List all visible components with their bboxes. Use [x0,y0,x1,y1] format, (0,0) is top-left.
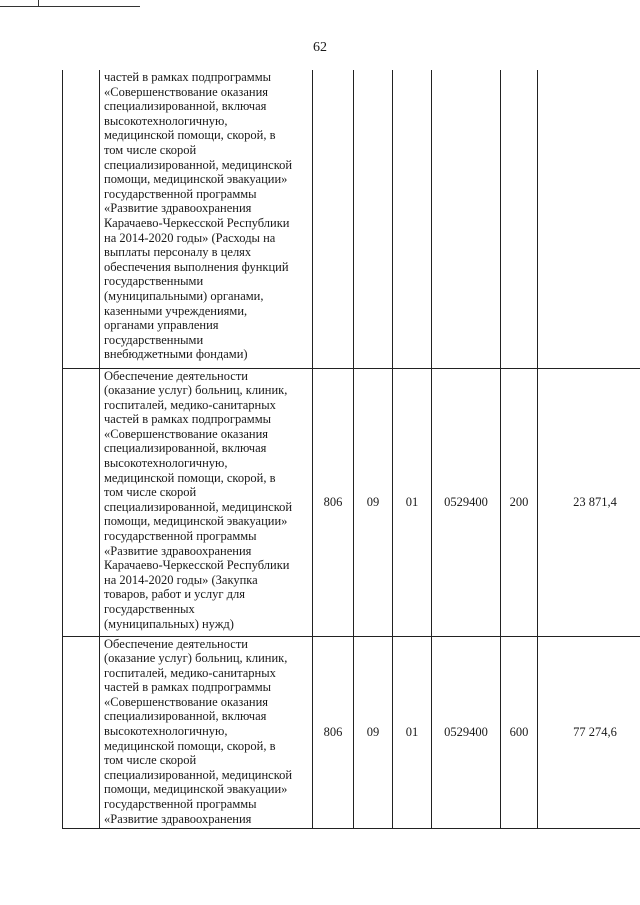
table-row [63,368,640,636]
description-cell: частей в рамках подпрограммы «Совершенствование оказания специализированной, включая высокотехнологичную, медицинской помощи, скорой, в том числе скорой специализированной, медицинской помощи, медицинской эвакуации» государственной программы «Развитие здравоохранения Карачаево-Черкесской Республики на 2014-2020 годы» (Расходы на выплаты персоналу в целях обеспечения выполнения функций государственными (муниципальными) органами, казенными учреждениями, органами управления государственными внебюджетными фондами) [100,70,313,368]
expense-type-cell: 200 [501,368,538,636]
subsection-code-cell: 01 [393,636,432,828]
section-code-cell [354,70,393,368]
amount-cell [538,70,640,368]
section-code-cell: 09 [354,636,393,828]
page-number: 62 [313,40,327,55]
subsection-code-cell [393,70,432,368]
row-number-cell [63,368,100,636]
ministry-code-cell: 806 [313,368,354,636]
table-row [63,636,640,828]
table-row [63,70,640,368]
ministry-code-cell: 806 [313,636,354,828]
scan-edge-mark [0,6,140,7]
target-article-cell: 0529400 [432,636,501,828]
budget-table [62,70,640,829]
expense-type-cell [501,70,538,368]
section-code-cell: 09 [354,368,393,636]
expense-type-cell: 600 [501,636,538,828]
target-article-cell: 0529400 [432,368,501,636]
amount-cell: 23 871,4 [538,368,640,636]
subsection-code-cell: 01 [393,368,432,636]
description-cell: Обеспечение деятельности (оказание услуг) больниц, клиник, госпиталей, медико-санитарных частей в рамках подпрограммы «Совершенствование оказания специализированной, включая высокотехнологичную, медицинской помощи, скорой, в том числе скорой специализированной, медицинской помощи, медицинской эвакуации» государственной программы «Развитие здравоохранения [100,636,313,828]
ministry-code-cell [313,70,354,368]
scan-edge-mark [38,0,39,6]
description-cell: Обеспечение деятельности (оказание услуг) больниц, клиник, госпиталей, медико-санитарных частей в рамках подпрограммы «Совершенствование оказания специализированной, включая высокотехнологичную, медицинской помощи, скорой, в том числе скорой специализированной, медицинской помощи, медицинской эвакуации» государственной программы «Развитие здравоохранения Карачаево-Черкесской Республики на 2014-2020 годы» (Закупка товаров, работ и услуг для государственных (муниципальных) нужд) [100,368,313,636]
row-number-cell [63,636,100,828]
row-number-cell [63,70,100,368]
target-article-cell [432,70,501,368]
amount-cell: 77 274,6 [538,636,640,828]
